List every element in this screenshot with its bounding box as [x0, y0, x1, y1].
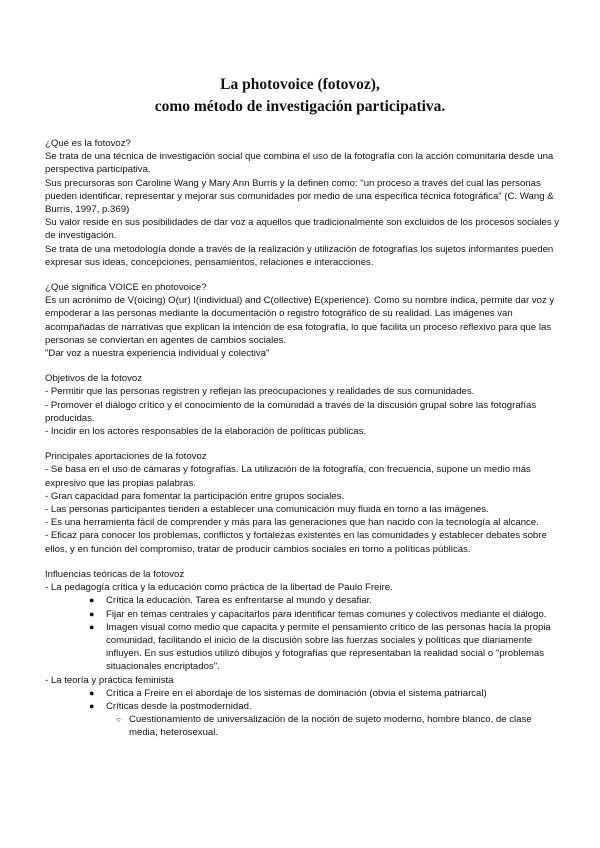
influence-group-label: - La teoría y práctica feminista: [45, 674, 174, 686]
section-heading: Principales aportaciones de la fotovoz: [45, 451, 207, 463]
bullet-item: [45, 700, 560, 740]
bullet-text: Crítica la educación. Tarea es enfrentarse al mundo y desafiar.: [106, 595, 372, 607]
list-item: - Se basa en el uso de cámaras y fotografías. La utilización de la fotografía, con frecuencia, supone un medio más expresivo que las propias palabras.: [45, 464, 531, 489]
list-item: - Incidir en los actores responsables de la elaboración de políticas públicas.: [45, 426, 367, 438]
title-line-2: como método de investigación participativa.: [154, 98, 446, 115]
sub-bullet-text: Cuestionamiento de universalización de la noción de sujeto moderno, hombre blanco, de clase media, heterosexual.: [129, 714, 532, 739]
bullet-item: [45, 608, 560, 621]
document-title: [0, 74, 600, 118]
list-item: - Gran capacidad para fomentar la participación entre grupos sociales.: [45, 490, 345, 502]
bullet-list: [45, 687, 560, 740]
paragraph: Es un acrónimo de V(oicing) O(ur) I(individual) and C(ollective) E(xperience). Como su nombre indica, permite dar voz y empoderar a las personas mediante la documentación o registro fotográfico de su realidad. Las imágenes van acompañadas de narrativas que explican la intención de esa fotografía, lo que facilita un proceso reflexivo para que las personas se conviertan en agentes de cambios sociales.: [45, 295, 555, 346]
bullet-text: Críticas desde la postmodernidad.: [106, 700, 252, 712]
bullet-list: [45, 594, 560, 673]
bullet-item: [45, 621, 560, 674]
section-aportaciones: [45, 450, 560, 556]
list-item: - Es una herramienta fácil de comprender y más para las generaciones que han nacido con la tecnología al alcance.: [45, 517, 539, 529]
list-item: - Permitir que las personas registren y reflejan las preocupaciones y realidades de sus comunidades.: [45, 386, 475, 398]
bullet-text: Fijar en temas centrales y capacitarlos para identificar temas comunes y colectivos mediante el diálogo.: [106, 608, 547, 620]
sub-bullet-item: [106, 713, 560, 739]
bullet-item: [45, 687, 560, 700]
document-body: [45, 137, 560, 740]
bullet-icon: ●: [89, 700, 95, 711]
bullet-icon: ●: [89, 621, 95, 632]
section-heading: ¿Qué es la fotovoz?: [45, 138, 131, 149]
section-heading: Influencias teóricas de la fotovoz: [45, 568, 185, 580]
section-objetivos: [45, 372, 560, 438]
list-item: - Las personas participantes tienden a establecer una comunicación muy fluida en torno a las imágenes.: [45, 504, 489, 516]
quote: "Dar voz a nuestra experiencia individual y colectiva": [45, 348, 270, 360]
bullet-icon: ●: [89, 608, 95, 619]
bullet-text: Imagen visual como medio que capacita y permite el pensamiento crítico de las personas hacia la propia comunidad, facilitando el inicio de la discusión sobre las fuerzas sociales y políticas que diariamente influyen. En sus estudios utilizó dibujos y fotografías que representaban la realidad social o "problemas situacionales encriptados".: [106, 621, 551, 673]
bullet-icon: ●: [89, 595, 95, 606]
bullet-item: [45, 594, 560, 607]
list-item: - Promover el diálogo crítico y el conocimiento de la comunidad a través de la discusión grupal sobre las fotografías producidas.: [45, 399, 537, 424]
paragraph: Su valor reside en sus posibilidades de dar voz a aquellos que tradicionalmente son excluidos de los procesos sociales y de investigación.: [45, 217, 560, 242]
hollow-bullet-icon: ○: [116, 715, 121, 725]
influence-group-label: - La pedagogía crítica y la educación como práctica de la libertad de Paulo Freire.: [45, 582, 393, 594]
bullet-text: Crítica a Freire en el abordaje de los sistemas de dominación (obvia el sistema patriarcal): [106, 687, 487, 699]
bullet-icon: ●: [89, 687, 95, 698]
section-voice: [45, 281, 560, 360]
paragraph: Sus precursoras son Caroline Wang y Mary Ann Burris y la definen como: "un proceso a través del cual las personas pueden identificar, representar y mejorar sus comunidades por medio de una específica técnica fotográfica" (C. Wang & Burris, 1997, p.369): [45, 177, 554, 216]
section-heading: Objetivos de la fotovoz: [45, 373, 143, 385]
list-item: - Eficaz para conocer los problemas, conflictos y fortalezas existentes en las comunidades y establecer debates sobre ellos, y en función del compromiso, tratar de producir cambios sociales en torno a políticas públicas.: [45, 530, 547, 555]
paragraph: Se trata de una metodología donde a través de la realización y utilización de fotografías los sujetos informantes pueden expresar sus ideas, concepciones, pensamientos, relaciones e interacciones.: [45, 243, 554, 268]
sub-bullet-list: [106, 713, 560, 739]
title-line-1: La photovoice (fotovoz),: [220, 76, 380, 93]
paragraph: Se trata de una técnica de investigación social que combina el uso de la fotografía con la acción comunitaria desde una perspectiva participativa.: [45, 151, 554, 176]
section-que-es: [45, 137, 560, 269]
section-heading: ¿Qué significa VOICE en photovoice?: [45, 282, 207, 294]
section-influencias: [45, 568, 560, 740]
